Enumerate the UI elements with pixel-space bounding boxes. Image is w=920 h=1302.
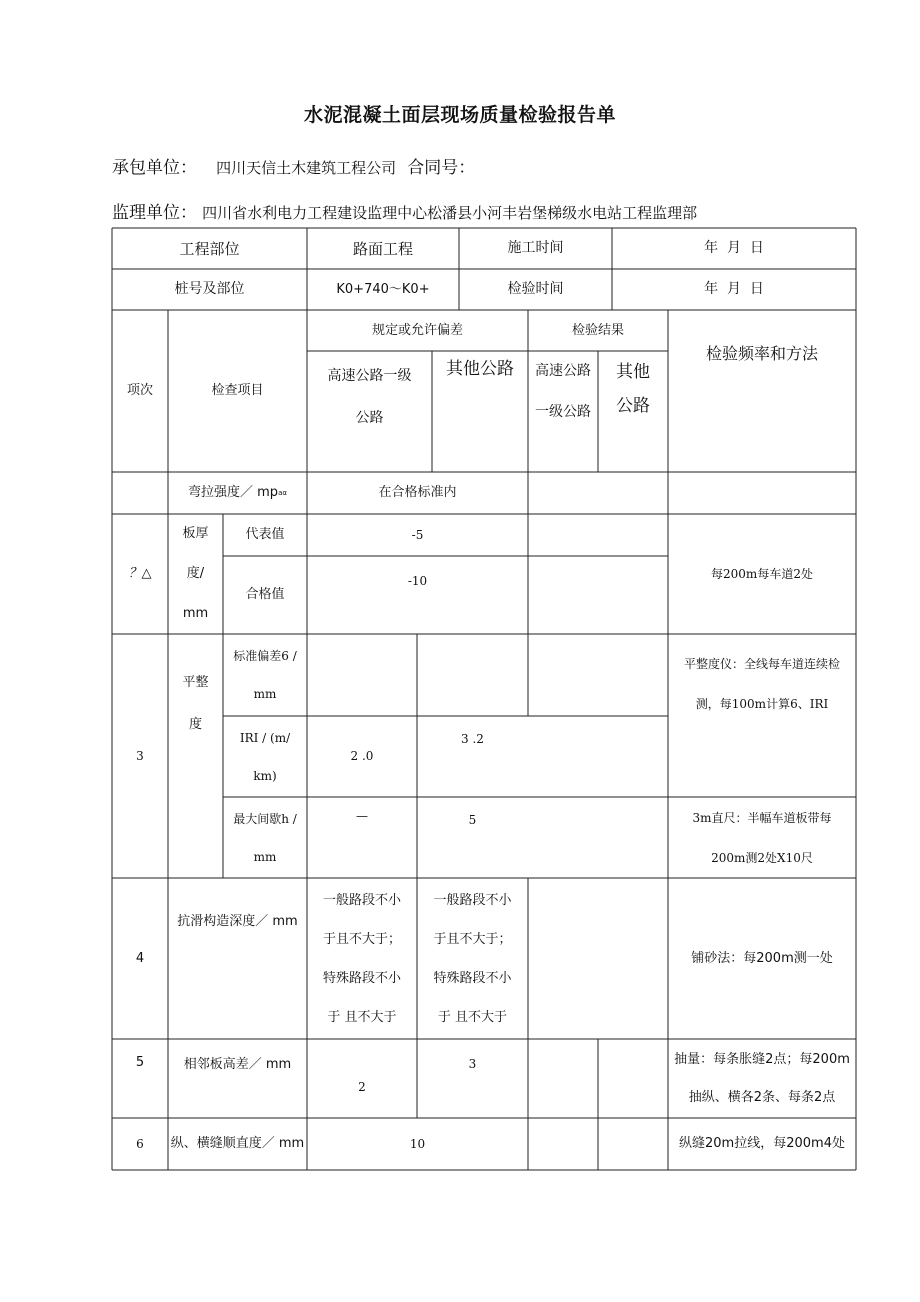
contractor-label: 承包单位：	[112, 158, 197, 178]
r5-method: 抽量：每条胀缝2点；每200m抽纵、横各2条、每条2点	[674, 1051, 850, 1105]
r5-other: 3	[468, 1057, 477, 1071]
supervisor-label: 监理单位：	[112, 203, 197, 223]
r3b-high: 2 .0	[350, 749, 374, 764]
r2a-tolerance: -5	[411, 527, 424, 542]
contract-no-label: 合同号：	[407, 158, 476, 178]
r4-item-no: 4	[135, 950, 145, 966]
col-tolerance: 规定或允许偏差	[371, 322, 463, 338]
r1-tolerance: 在合格标准内	[378, 485, 457, 501]
r6-tolerance: 10	[409, 1136, 426, 1151]
r3b-name: IRI / (m/ km)	[239, 730, 291, 783]
inspection-time-label: 检验时间	[507, 281, 564, 298]
r4-high: 一般路段不小于且不大于；特殊路段不小于 且不大于	[322, 892, 401, 1025]
col-check-item: 检查项目	[211, 383, 264, 399]
contractor-line	[112, 153, 475, 178]
r5-check-item: 相邻板高差／ mm	[183, 1057, 292, 1072]
r2-check-item: 板厚度/ mm	[182, 526, 209, 621]
r4-method: 铺砂法：每200m测一处	[691, 950, 833, 966]
r4-check-item: 抗滑构造深度／ mm	[177, 914, 298, 929]
r6-item-no: 6	[136, 1136, 144, 1151]
page-title: 水泥混凝土面层现场质量检验报告单	[303, 104, 616, 126]
r6-check-item: 纵、横缝顺直度／ mm	[170, 1136, 305, 1152]
col-item-no: 项次	[126, 383, 153, 399]
r3c-other: 5	[468, 813, 477, 827]
r2-method: 每200m每车道2处	[711, 566, 813, 581]
col-res-other: 其他公路	[616, 362, 650, 416]
col-other-road: 其他公路	[446, 359, 514, 379]
construction-time-label: 施工时间	[507, 240, 564, 257]
r6-method: 纵缝20m拉线，每200m4处	[679, 1136, 845, 1152]
col-result: 检验结果	[571, 322, 624, 338]
r3c-method: 3m直尺：半幅车道板带每200m测2处X10尺	[692, 810, 832, 865]
r3ab-method: 平整度仪：全线每车道连续检测，每100m计算6、IRI	[683, 657, 840, 711]
inspection-time-value: 年 月 日	[704, 281, 764, 298]
r2-item-no: ？△	[128, 566, 152, 582]
r1-check-item	[168, 472, 307, 514]
r3-item-no: 3	[136, 748, 144, 763]
project-part-value: 路面工程	[352, 239, 413, 258]
construction-time-value: 年 月 日	[704, 240, 764, 257]
r4-other: 一般路段不小于且不大于；特殊路段不小于 且不大于	[433, 892, 512, 1025]
r5-item-no: 5	[135, 1055, 145, 1070]
r5-high: 2	[358, 1080, 366, 1095]
station-value: K0+740〜K0+	[336, 281, 430, 297]
contractor-value: 四川天信土木建筑工程公司	[216, 159, 397, 177]
col-res-highway1: 高速公路一级公路	[535, 363, 591, 420]
r1-item-text: 弯拉强度／ mp	[188, 485, 279, 501]
r2a-name: 代表值	[245, 527, 285, 543]
r1-item-sub2: α	[282, 488, 287, 497]
r3c-high: —	[356, 809, 368, 823]
r2b-tolerance: -10	[407, 573, 428, 588]
supervisor-line	[112, 198, 697, 223]
r3b-other: 3 .2	[461, 732, 484, 746]
station-label: 桩号及部位	[174, 281, 245, 298]
supervisor-value: 四川省水利电力工程建设监理中心松潘县小河丰岩堡梯级水电站工程监理部	[202, 204, 698, 222]
col-highway1: 高速公路一级公路	[327, 368, 412, 426]
r3a-name: 标准偏差6 / mm	[233, 649, 297, 701]
r1-item-sub: a	[278, 488, 283, 497]
r3-check-item: 平整度	[182, 675, 209, 732]
col-freq-method: 检验频率和方法	[705, 344, 818, 363]
r2b-name: 合格值	[245, 587, 285, 603]
project-part-label: 工程部位	[179, 239, 240, 258]
r3c-name: 最大间歇h / mm	[233, 811, 297, 864]
